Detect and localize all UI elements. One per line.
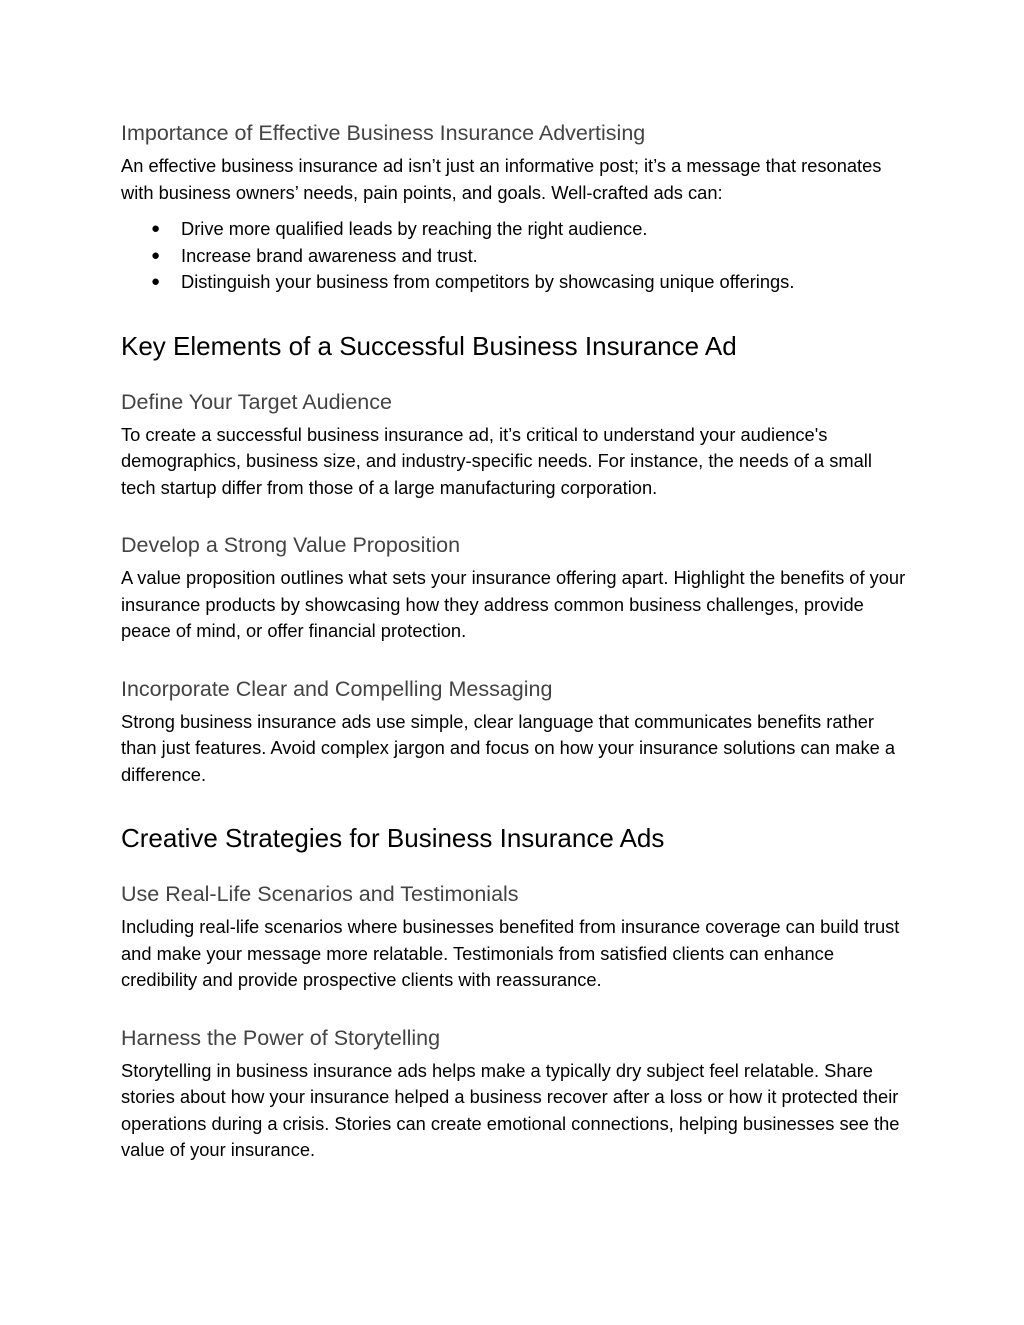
testimonials-heading: Use Real-Life Scenarios and Testimonials [121,882,519,906]
storytelling-heading: Harness the Power of Storytelling [121,1025,441,1050]
bullet-icon: ● [151,246,161,264]
storytelling-paragraph: Storytelling in business insurance ads helps make a typically dry subject feel relatable. Share stories about how your insurance helped a business recover after a loss or how it protected their operations during a crisis. Stories can create emotional connections, helping businesses see the value of your insurance. [121,1059,900,1160]
list-item-text: Drive more qualified leads by reaching the right audience. [181,218,648,239]
list-item-text: Increase brand awareness and trust. [181,244,478,266]
target-audience-paragraph: To create a successful business insurance ad, it’s critical to understand your audience's demographics, business size, and industry-specific needs. For instance, the needs of a small tech startup differ from those of a large manufacturing corporation. [121,423,872,498]
benefits-list [121,216,911,296]
document-page [121,118,911,1164]
importance-heading: Importance of Effective Business Insurance Advertising [121,121,646,145]
value-proposition-heading: Develop a Strong Value Proposition [121,533,461,557]
value-proposition-paragraph: A value proposition outlines what sets your insurance offering apart. Highlight the benefits of your insurance products by showcasing how they address common business challenges, provide peace of mind, or offer financial protection. [121,567,906,641]
list-item-text: Distinguish your business from competitors by showcasing unique offerings. [181,271,795,292]
bullet-icon: ● [151,273,161,290]
key-elements-heading: Key Elements of a Successful Business Insurance Ad [121,330,737,361]
creative-strategies-heading: Creative Strategies for Business Insurance Ads [121,823,665,853]
list-item [121,243,911,270]
bullet-icon: ● [151,220,161,237]
target-audience-heading: Define Your Target Audience [121,389,392,414]
messaging-paragraph: Strong business insurance ads use simple, clear language that communicates benefits rather than just features. Avoid complex jargon and focus on how your insurance solutions can make a difference. [121,710,896,785]
list-item [121,269,911,296]
list-item [121,216,911,243]
testimonials-paragraph: Including real-life scenarios where businesses benefited from insurance coverage can build trust and make your message more relatable. Testimonials from satisfied clients can enhance credibility and provide prospective clients with reassurance. [121,916,900,990]
messaging-heading: Incorporate Clear and Compelling Messaging [121,676,553,701]
importance-paragraph: An effective business insurance ad isn’t just an informative post; it’s a message that resonates with business owners’ needs, pain points, and goals. Well-crafted ads can: [121,155,882,203]
